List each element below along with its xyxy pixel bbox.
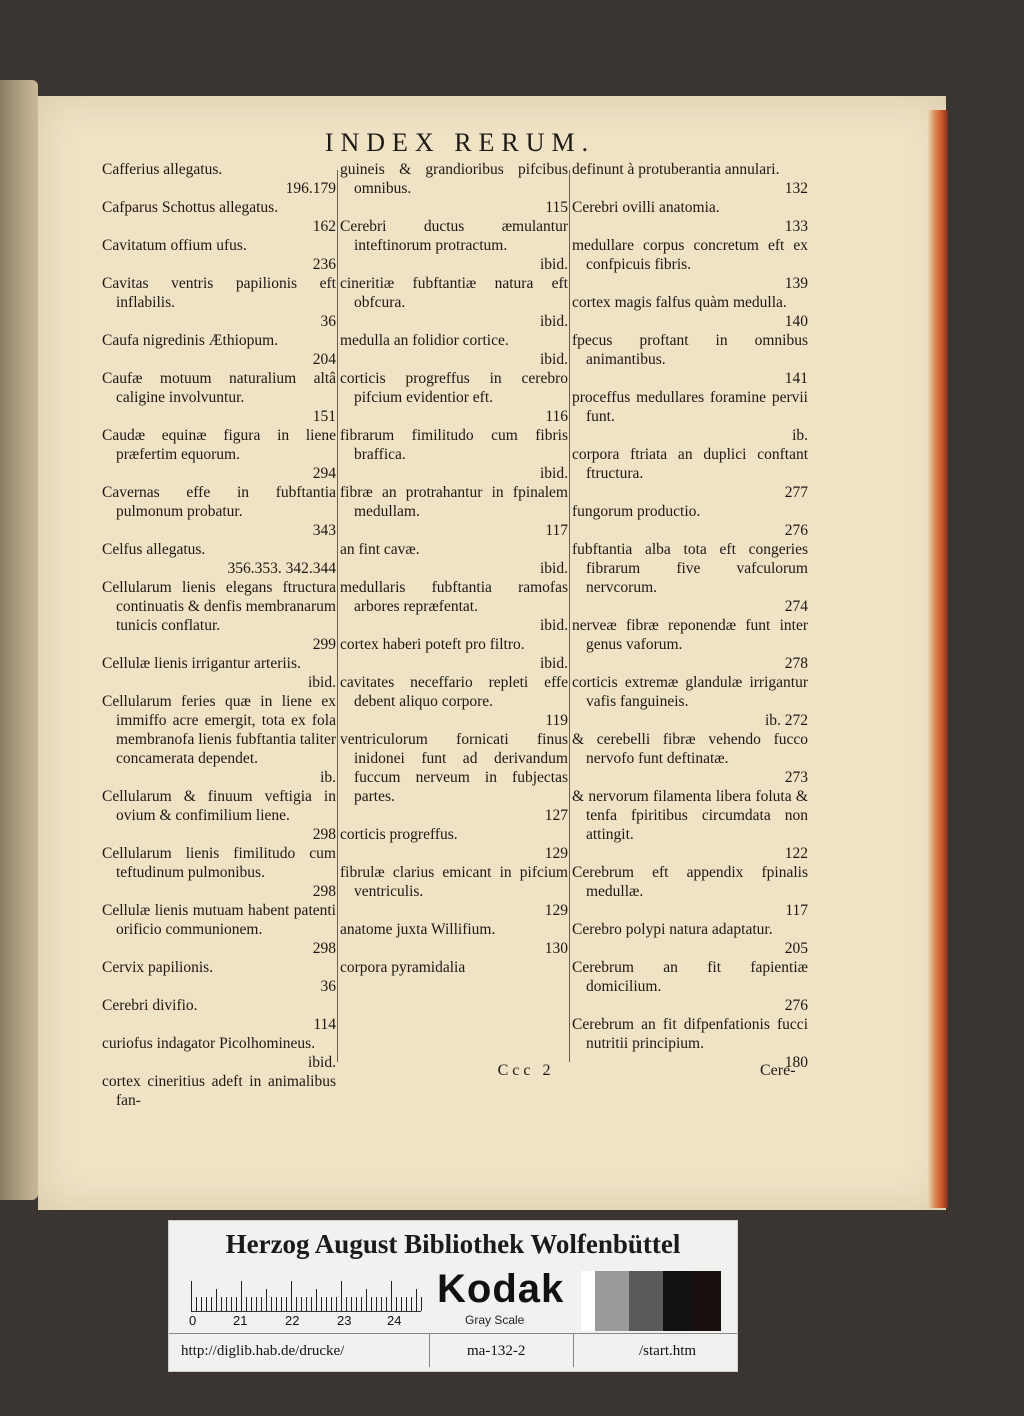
index-entry <box>572 540 808 616</box>
entry-page-number: 299 <box>312 636 336 653</box>
index-entry <box>102 540 336 578</box>
entry-page-number: 116 <box>545 408 568 425</box>
ruler-tick <box>191 1281 192 1311</box>
entry-page-number: 298 <box>312 826 336 843</box>
entry-text: anatome juxta Willifium. <box>340 921 496 938</box>
entry-text: Cerebri divifio. <box>102 997 198 1014</box>
ruler-tick <box>266 1289 267 1311</box>
ruler-tick <box>201 1297 202 1311</box>
entry-text: medullaris fubftantia ramofas arbores repræfentat. <box>340 579 568 615</box>
index-column-2 <box>340 160 568 977</box>
entry-page-number: ibid. <box>540 655 568 672</box>
ruler-number: 24 <box>387 1313 402 1328</box>
entry-page-number: ibid. <box>308 1054 336 1071</box>
index-column-3 <box>572 160 808 1072</box>
index-entry <box>340 730 568 825</box>
index-entry <box>572 502 808 540</box>
entry-text: Cavitas ventris papilionis eft inflabilis. <box>102 275 336 311</box>
entry-page-number: 141 <box>784 370 808 387</box>
entry-page-number: 274 <box>784 598 808 615</box>
ruler-tick <box>231 1297 232 1311</box>
ruler-tick <box>196 1297 197 1311</box>
ruler-tick <box>241 1281 242 1311</box>
ruler-tick <box>341 1281 342 1311</box>
entry-page-number: 276 <box>784 997 808 1014</box>
index-entry <box>102 160 336 198</box>
entry-text: Celfus allegatus. <box>102 541 206 558</box>
entry-page-number: 119 <box>545 712 568 729</box>
entry-text: Caufæ motuum naturalium altâ caligine involvuntur. <box>102 370 336 406</box>
entry-page-number: 117 <box>545 522 568 539</box>
ruler-tick <box>221 1297 222 1311</box>
index-entry <box>572 293 808 331</box>
entry-text: Caufa nigredinis Æthiopum. <box>102 332 279 349</box>
ruler-tick <box>376 1297 377 1311</box>
entry-text: cavitates neceffario repleti effe debent aliquo corpore. <box>340 674 568 710</box>
ruler-tick <box>386 1297 387 1311</box>
ruler-numbers <box>189 1313 429 1331</box>
entry-text: fibrarum fimilitudo cum fibris braffica. <box>340 427 568 463</box>
ruler-tick <box>356 1297 357 1311</box>
entry-page-number: 343 <box>312 522 336 539</box>
entry-text: Cellularum & finuum veftigia in ovium & confimilium liene. <box>102 788 336 824</box>
gray-swatch <box>581 1271 595 1331</box>
library-label-card <box>168 1220 738 1372</box>
index-column-1 <box>102 160 336 1110</box>
index-entry <box>102 274 336 331</box>
catchword: Cere- <box>760 1062 796 1079</box>
column-rule-2 <box>569 170 570 1062</box>
entry-text: Cerebrum an fit difpenfationis fucci nutritii principium. <box>572 1016 808 1052</box>
ruler-tick <box>271 1297 272 1311</box>
gray-scale-label: Gray Scale <box>465 1313 525 1327</box>
index-entry <box>102 483 336 540</box>
entry-text: fpecus proftant in omnibus animantibus. <box>572 332 808 368</box>
entry-text: Cellularum lienis elegans ftructura continuatis & denfis membranarum tunicis conflatur. <box>102 579 336 634</box>
ruler-tick <box>391 1281 392 1311</box>
entry-page-number: 277 <box>784 484 808 501</box>
ruler-tick <box>276 1297 277 1311</box>
index-entry <box>340 369 568 426</box>
gray-swatch <box>693 1271 721 1331</box>
index-entry <box>340 578 568 635</box>
entry-page-number: 356.353. 342.344 <box>227 560 336 577</box>
index-entry <box>572 388 808 445</box>
entry-text: Cavernas effe in fubftantia pulmonum probatur. <box>102 484 336 520</box>
index-entry <box>102 996 336 1034</box>
index-entry <box>340 426 568 483</box>
library-name: Herzog August Bibliothek Wolfenbüttel <box>225 1229 681 1259</box>
index-entry <box>340 635 568 673</box>
gray-swatch <box>663 1271 693 1331</box>
entry-text: & nervorum filamenta libera foluta & tenfa fpiritibus circumdata non attingit. <box>572 788 808 843</box>
entry-text: corpora pyramidalia <box>340 959 466 976</box>
ruler-tick <box>381 1297 382 1311</box>
index-entry <box>102 369 336 426</box>
ruler-tick <box>346 1297 347 1311</box>
entry-text: & cerebelli fibræ vehendo fucco nervofo funt deftinatæ. <box>572 731 808 767</box>
index-entry <box>102 1072 336 1110</box>
entry-page-number: 180 <box>784 1054 808 1071</box>
entry-text: medulla an folidior cortice. <box>340 332 509 349</box>
index-entry <box>102 331 336 369</box>
entry-text: Cellulæ lienis irrigantur arteriis. <box>102 655 301 672</box>
index-entry <box>102 654 336 692</box>
ruler-tick <box>211 1297 212 1311</box>
entry-page-number: ibid. <box>308 674 336 691</box>
ruler-tick <box>236 1297 237 1311</box>
entry-text: proceffus medullares foramine pervii funt. <box>572 389 808 425</box>
source-url: http://diglib.hab.de/drucke/ <box>181 1343 345 1359</box>
index-entry <box>102 578 336 654</box>
ruler-tick <box>411 1297 412 1311</box>
ruler-tick <box>401 1297 402 1311</box>
entry-text: Cafferius allegatus. <box>102 161 223 178</box>
gray-scale-swatches <box>581 1271 721 1331</box>
entry-text: Cellularum lienis fimilitudo cum teftudinum pulmonibus. <box>102 845 336 881</box>
adjacent-page-edge <box>0 80 38 1200</box>
entry-text: an fint cavæ. <box>340 541 420 558</box>
index-entry <box>572 616 808 673</box>
index-entry <box>102 692 336 787</box>
ruler-tick <box>226 1297 227 1311</box>
index-entry <box>340 274 568 331</box>
entry-text: medullare corpus concretum eft ex confpicuis fibris. <box>572 237 808 273</box>
entry-page-number: 36 <box>320 313 336 330</box>
entry-text: fungorum productio. <box>572 503 701 520</box>
index-entry <box>340 825 568 863</box>
index-entry <box>102 426 336 483</box>
scale-ruler <box>191 1277 421 1312</box>
entry-page-number: 298 <box>312 883 336 900</box>
entry-text: cineritiæ fubftantiæ natura eft obfcura. <box>340 275 568 311</box>
start-page: /start.htm <box>639 1343 697 1359</box>
index-entry <box>340 540 568 578</box>
entry-page-number: 114 <box>313 1016 336 1033</box>
entry-text: fibrulæ clarius emicant in pifcium ventriculis. <box>340 864 568 900</box>
ruler-tick <box>406 1297 407 1311</box>
index-entry <box>572 958 808 1015</box>
entry-page-number: 204 <box>312 351 336 368</box>
ruler-tick <box>306 1297 307 1311</box>
entry-page-number: 132 <box>784 180 808 197</box>
entry-text: guineis & grandioribus pifcibus omnibus. <box>340 161 568 197</box>
entry-text: Cerebrum eft appendix fpinalis medullæ. <box>572 864 808 900</box>
entry-page-number: 273 <box>784 769 808 786</box>
ruler-tick <box>366 1289 367 1311</box>
index-entry <box>572 730 808 787</box>
index-entry <box>572 863 808 920</box>
entry-page-number: ib. <box>320 769 336 786</box>
index-entry <box>340 863 568 920</box>
entry-page-number: ibid. <box>540 313 568 330</box>
entry-text: nerveæ fibræ reponendæ funt inter genus vaforum. <box>572 617 808 653</box>
index-entry <box>340 673 568 730</box>
ruler-tick <box>261 1297 262 1311</box>
index-entry <box>102 958 336 996</box>
index-entry <box>572 236 808 293</box>
entry-page-number: ibid. <box>540 465 568 482</box>
index-entry <box>572 160 808 198</box>
entry-page-number: 196.179 <box>285 180 336 197</box>
entry-page-number: 298 <box>312 940 336 957</box>
entry-text: fubftantia alba tota eft congeries fibrarum five vafculorum nervcorum. <box>572 541 808 596</box>
ruler-tick <box>336 1297 337 1311</box>
card-divider <box>169 1333 737 1334</box>
entry-page-number: ibid. <box>540 351 568 368</box>
shelfmark: ma-132-2 <box>467 1343 526 1359</box>
entry-page-number: 276 <box>784 522 808 539</box>
index-entry <box>572 673 808 730</box>
ruler-tick <box>326 1297 327 1311</box>
entry-page-number: 236 <box>312 256 336 273</box>
entry-page-number: 130 <box>544 940 568 957</box>
entry-page-number: 140 <box>784 313 808 330</box>
gray-swatch <box>629 1271 663 1331</box>
ruler-tick <box>321 1297 322 1311</box>
page-fore-edge <box>928 110 948 1208</box>
entry-text: ventriculorum fornicati finus inidonei funt ad derivandum fuccum nerveum in fubjectas partes. <box>340 731 568 805</box>
ruler-tick <box>396 1297 397 1311</box>
entry-page-number: 117 <box>785 902 808 919</box>
column-rule-1 <box>337 170 338 1062</box>
ruler-tick <box>416 1289 417 1311</box>
index-entry <box>102 236 336 274</box>
entry-text: corticis progreffus in cerebro pifcium evidentior eft. <box>340 370 568 406</box>
entry-text: Cerebri ovilli anatomia. <box>572 199 720 216</box>
index-entry <box>340 958 568 977</box>
index-entry <box>572 445 808 502</box>
ruler-tick <box>256 1297 257 1311</box>
ruler-tick <box>331 1297 332 1311</box>
ruler-tick <box>316 1289 317 1311</box>
index-entry <box>102 901 336 958</box>
entry-page-number: 151 <box>312 408 336 425</box>
ruler-tick <box>291 1281 292 1311</box>
entry-page-number: 122 <box>784 845 808 862</box>
entry-page-number: ibid. <box>540 560 568 577</box>
index-entry <box>340 920 568 958</box>
signature-mark: Ccc 2 <box>497 1062 555 1079</box>
entry-text: cortex haberi poteft pro filtro. <box>340 636 525 653</box>
ruler-tick <box>371 1297 372 1311</box>
ruler-tick <box>421 1297 422 1311</box>
entry-text: Cellulæ lienis mutuam habent patenti orificio communionem. <box>102 902 336 938</box>
entry-text: Cerebro polypi natura adaptatur. <box>572 921 773 938</box>
ruler-tick <box>286 1297 287 1311</box>
entry-page-number: 36 <box>320 978 336 995</box>
ruler-tick <box>216 1289 217 1311</box>
entry-page-number: 205 <box>784 940 808 957</box>
ruler-tick <box>296 1297 297 1311</box>
entry-text: Cerebri ductus æmulantur inteftinorum protractum. <box>340 218 568 254</box>
entry-page-number: 129 <box>544 845 568 862</box>
ruler-tick <box>301 1297 302 1311</box>
ruler-tick <box>351 1297 352 1311</box>
entry-page-number: 278 <box>784 655 808 672</box>
entry-text: Cellularum feries quæ in liene ex immiffo acre emergit, tota ex fola membranofa lienis fubftantia taliter concamerata dependet. <box>102 693 336 767</box>
entry-text: Caudæ equinæ figura in liene præfertim equorum. <box>102 427 336 463</box>
ruler-tick <box>361 1297 362 1311</box>
entry-page-number: ib. 272 <box>764 712 808 729</box>
index-entry <box>102 1034 336 1072</box>
index-entry <box>572 198 808 236</box>
ruler-tick <box>246 1297 247 1311</box>
index-entry <box>340 160 568 217</box>
index-entry <box>340 331 568 369</box>
index-entry <box>102 787 336 844</box>
ruler-number: 21 <box>233 1313 248 1328</box>
ruler-tick <box>206 1297 207 1311</box>
ruler-tick <box>251 1297 252 1311</box>
entry-text: fibræ an protrahantur in fpinalem medullam. <box>340 484 568 520</box>
entry-page-number: ib. <box>792 427 808 444</box>
entry-page-number: 162 <box>312 218 336 235</box>
entry-text: corticis extremæ glandulæ irrigantur vafis fanguineis. <box>572 674 808 710</box>
entry-text: definunt à protuberantia annulari. <box>572 161 780 178</box>
entry-page-number: ibid. <box>540 256 568 273</box>
index-entry <box>572 787 808 863</box>
ruler-number: 0 <box>189 1313 197 1328</box>
ruler-number: 22 <box>285 1313 300 1328</box>
entry-page-number: 133 <box>784 218 808 235</box>
index-entry <box>572 920 808 958</box>
index-entry <box>102 198 336 236</box>
gray-swatch <box>595 1271 629 1331</box>
entry-text: cortex magis falfus quàm medulla. <box>572 294 787 311</box>
entry-text: curiofus indagator Picolhomineus. <box>102 1035 316 1052</box>
entry-page-number: 139 <box>784 275 808 292</box>
entry-page-number: 115 <box>545 199 568 216</box>
index-entry <box>572 331 808 388</box>
entry-text: Cavitatum offium ufus. <box>102 237 247 254</box>
entry-page-number: ibid. <box>540 617 568 634</box>
index-entry <box>340 217 568 274</box>
entry-text: Cerebrum an fit fapientiæ domicilium. <box>572 959 808 995</box>
ruler-tick <box>311 1297 312 1311</box>
ruler-number: 23 <box>337 1313 352 1328</box>
entry-text: corpora ftriata an duplici conftant ftructura. <box>572 446 808 482</box>
entry-page-number: 294 <box>312 465 336 482</box>
ruler-tick <box>281 1297 282 1311</box>
entry-page-number: 129 <box>544 902 568 919</box>
entry-text: Cafparus Schottus allegatus. <box>102 199 279 216</box>
page-header: INDEX RERUM. <box>324 128 596 157</box>
entry-page-number: 127 <box>544 807 568 824</box>
entry-text: corticis progreffus. <box>340 826 458 843</box>
card-footer <box>169 1337 737 1365</box>
index-entry <box>102 844 336 901</box>
kodak-logo: Kodak <box>437 1267 565 1311</box>
entry-text: Cervix papilionis. <box>102 959 214 976</box>
index-entry <box>340 483 568 540</box>
entry-text: cortex cineritius adeft in animalibus fan- <box>102 1073 336 1109</box>
